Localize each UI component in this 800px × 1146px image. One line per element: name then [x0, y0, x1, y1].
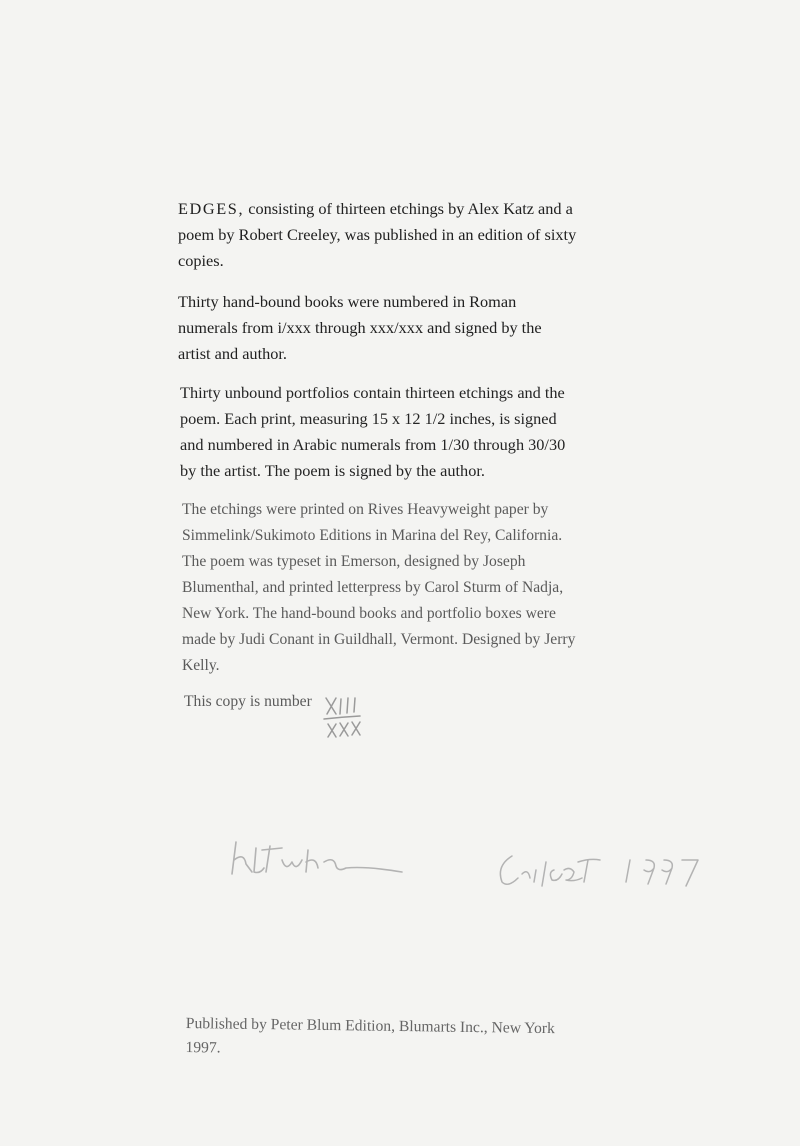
colophon-portfolios-paragraph: Thirty unbound portfolios contain thirteen etchings and the poem. Each print, measuring 15 x 12 1/2 inches, is signed and numbered in Arabic numerals from 1/30 through 30/30 by the artist. The poem is signed by the author.: [180, 383, 566, 480]
publisher-line: Published by Peter Blum Edition, Blumarts Inc., New York: [185, 1014, 555, 1038]
colophon-printing-paragraph: The etchings were printed on Rives Heavyweight paper by Simmelink/Sukimoto Editions in Marina del Rey, California. The poem was typeset in Emerson, designed by Joseph Blumenthal, and printed letterpress by Carol Sturm of Nadja, New York. The hand-bound books and portfolio boxes were made by Judi Conant in Guildhall, Vermont. Designed by Jerry Kelly.: [182, 501, 576, 674]
copy-number-label: This copy is number: [184, 693, 312, 710]
publication-year: 1997.: [185, 1038, 221, 1057]
edition-text: consisting of thirteen etchings by Alex Katz and a poem by Robert Creeley, was published in an edition of sixty copies.: [178, 199, 577, 270]
colophon-books-paragraph: Thirty hand-bound books were numbered in Roman numerals from i/xxx through xxx/xxx and signed by the artist and author.: [178, 292, 542, 363]
artist-signature: [226, 838, 404, 886]
title-edges: EDGES,: [178, 199, 245, 218]
colophon-edition-paragraph: [178, 196, 578, 274]
handwritten-copy-number: [322, 690, 382, 740]
publisher-footer: [185, 1012, 586, 1066]
author-signature: [492, 848, 706, 894]
